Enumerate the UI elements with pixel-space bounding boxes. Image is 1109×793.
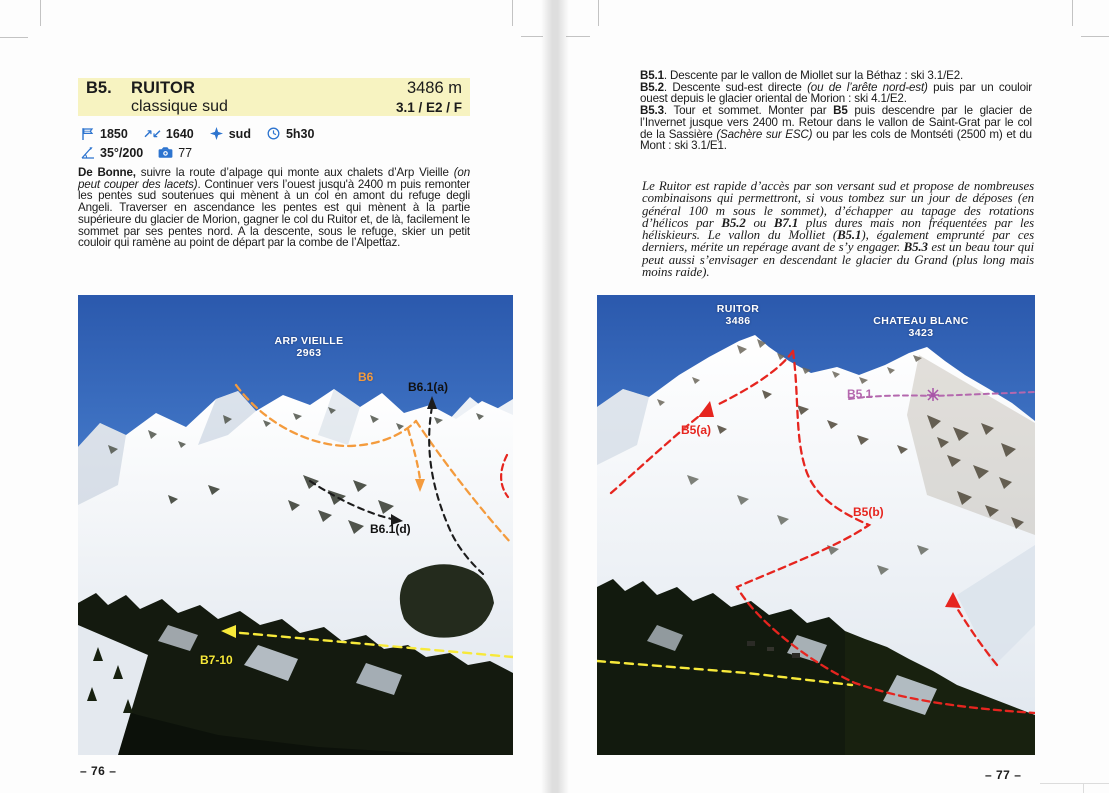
orientation-diamond-icon <box>209 127 224 141</box>
route-label-b6-1a: B6.1(a) <box>408 380 449 394</box>
peak-name: ARP VIEILLE <box>274 335 344 347</box>
ascent-descent-arrows-icon: ↗↙ <box>142 126 161 141</box>
stat-orientation: sud <box>209 127 251 141</box>
stats-row-2 <box>80 143 472 162</box>
camera-icon <box>158 146 173 160</box>
chateau-elevation: 3423 <box>908 327 934 339</box>
route-label-b5-1: B5.1 <box>847 387 873 401</box>
route-label-b7-10: B7-10 <box>200 653 233 667</box>
route-variants <box>640 70 1032 152</box>
route-altitude: 3486 m <box>406 79 462 97</box>
slope-angle-icon <box>80 146 95 160</box>
route-photo-right <box>597 295 1035 755</box>
route-rating: 3.1 / E2 / F <box>395 99 462 115</box>
route-title: RUITOR <box>131 79 196 97</box>
ruitor-name: RUITOR <box>716 303 760 315</box>
stats-row-1 <box>80 124 472 143</box>
flag-icon <box>80 127 95 141</box>
route-code: B5. <box>86 79 112 97</box>
stat-vertical-drop: ↗↙ 1640 <box>142 126 194 141</box>
route-subtitle: classique sud <box>131 98 228 115</box>
crop-mark <box>1072 0 1073 26</box>
crop-mark <box>40 0 41 26</box>
page-number-right: – 77 – <box>985 768 1022 782</box>
route-description <box>78 167 470 249</box>
variant-b5-2: B5.2. Descente sud-est directe (ou de l’arête nord-est) puis par un couloir ouest depuis le glacier oriental de Morion : ski 4.1/E2. <box>640 80 1032 106</box>
clock-icon <box>266 127 281 141</box>
crop-mark <box>1040 783 1109 784</box>
crop-mark <box>598 0 599 26</box>
photo-label-ruitor <box>698 303 778 327</box>
stat-start-altitude: 1850 <box>80 127 128 141</box>
crop-mark <box>0 37 28 38</box>
description-paragraph: De Bonne, suivre la route d’alpage qui monte aux chalets d’Arp Vieille (on peut couper des lacets). Continuer vers l’ouest jusqu'à 2400 m puis remonter les pentes sud soutenues qui mènent à un col en amont du refuge degli Angeli. Traverser en ascendance les pentes est qui mènent à la partie supérieure du glacier de Morion, gagner le col du Ruitor et, de là, facilement le sommet par ses pentes nord. A la descente, sous le refuge, skier un petit couloir qui ramène au point de départ par la combe de l’Alpettaz. <box>78 166 470 250</box>
route-label-b6-1d: B6.1(d) <box>370 522 411 536</box>
peak-elevation: 2963 <box>296 347 322 359</box>
route-photo-left <box>78 295 513 755</box>
mountain-photo-illustration <box>78 295 513 755</box>
crop-mark <box>566 36 590 37</box>
photo-label-chateau-blanc <box>861 315 981 339</box>
crop-mark <box>512 0 513 26</box>
crop-mark <box>1081 36 1109 37</box>
variant-b5-3: B5.3. Tour et sommet. Monter par B5 puis descendre par le glacier de l’Invernet jusque vers 2400 m. Retour dans le vallon de Saint-Grat par le col de la Sassière (Sachère sur ESC) ou par les cols de Montséti (2500 m) et du Mont : ski 3.1/E1. <box>640 104 1032 153</box>
stat-photo-page: 77 <box>158 146 192 160</box>
route-header <box>78 78 470 116</box>
variant-b5-1: B5.1. Descente par le vallon de Miollet sur la Béthaz : ski 3.1/E2. <box>640 69 964 82</box>
mountain-photo-illustration <box>597 295 1035 755</box>
route-label-b6: B6 <box>358 370 374 384</box>
ruitor-elevation: 3486 <box>725 315 751 327</box>
page-number-left: – 76 – <box>80 764 117 778</box>
route-label-b5a: B5(a) <box>681 423 712 437</box>
route-label-b5b: B5(b) <box>853 505 884 519</box>
photo-label-peak <box>269 335 349 359</box>
stat-slope: 35°/200 <box>80 146 143 160</box>
crop-mark <box>1083 783 1084 793</box>
crop-mark <box>521 36 543 37</box>
page-gutter <box>541 0 569 793</box>
editorial-note <box>642 180 1034 278</box>
note-paragraph: Le Ruitor est rapide d’accès par son versant sud et propose de nombreuses combinaisons qui permettront, si vous tombez sur un jour de déposes (en général 100 m sous le sommet), d’échapper au tapage des rotations d’hélicos par B5.2 ou B7.1 plus dures mais non fréquentées par les héliskieurs. Le vallon du Molliet (B5.1), également emprunté par ces derniers, mérite un repérage avant de s’y engager. B5.3 est un beau tour qui peut aussi s’envisager en descendant le glacier du Grand (plus long mais moins raide). <box>642 179 1034 280</box>
route-stats <box>80 124 472 162</box>
chateau-name: CHATEAU BLANC <box>873 315 969 327</box>
stat-duration: 5h30 <box>266 127 315 141</box>
